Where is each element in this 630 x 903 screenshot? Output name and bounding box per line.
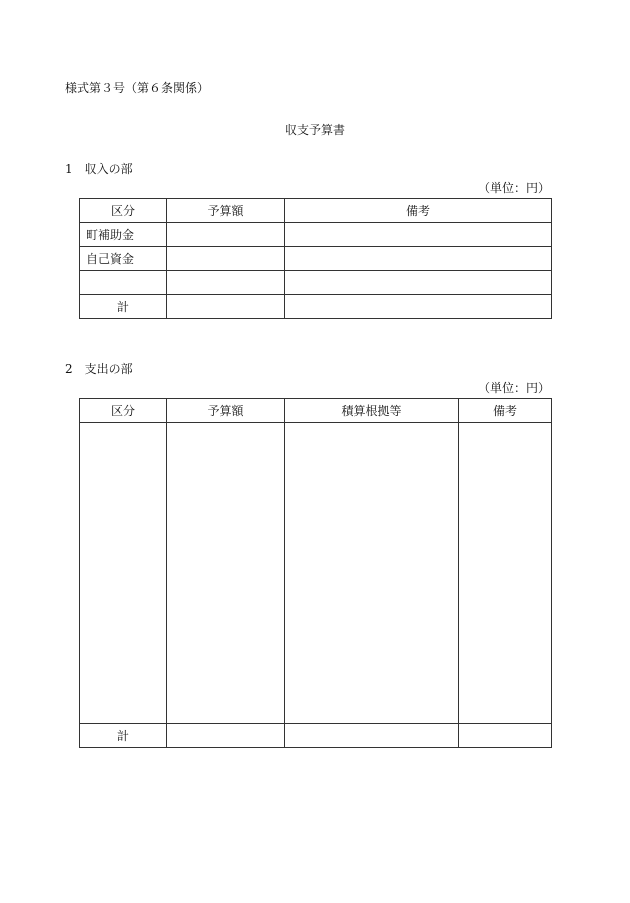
expense-header-remarks: 備考 xyxy=(459,399,552,423)
table-row xyxy=(80,223,552,247)
expense-budget-cell xyxy=(167,423,285,724)
expense-category-cell xyxy=(80,423,167,724)
income-total-row xyxy=(80,295,552,319)
expense-body-row xyxy=(80,423,552,724)
income-remarks-cell xyxy=(285,223,552,247)
expense-heading: 2 支出の部 xyxy=(65,362,133,376)
income-header-category: 区分 xyxy=(80,199,167,223)
income-budget-cell xyxy=(167,223,285,247)
income-category-cell xyxy=(80,271,167,295)
income-remarks-cell xyxy=(285,247,552,271)
income-category-cell: 自己資金 xyxy=(80,247,167,271)
expense-header-budget: 予算額 xyxy=(167,399,285,423)
income-header-budget: 予算額 xyxy=(167,199,285,223)
expense-header-row xyxy=(80,399,552,423)
document-title: 収支予算書 xyxy=(284,123,345,137)
expense-header-basis: 積算根拠等 xyxy=(285,399,459,423)
income-unit: （単位：円） xyxy=(478,181,551,195)
expense-header-category: 区分 xyxy=(80,399,167,423)
income-budget-cell xyxy=(167,271,285,295)
expense-remarks-cell xyxy=(459,423,552,724)
expense-total-budget xyxy=(167,724,285,748)
income-budget-cell xyxy=(167,247,285,271)
income-table xyxy=(79,198,552,319)
income-total-budget xyxy=(167,295,285,319)
expense-total-basis xyxy=(285,724,459,748)
income-category-cell: 町補助金 xyxy=(80,223,167,247)
expense-total-remarks xyxy=(459,724,552,748)
expense-basis-cell xyxy=(285,423,459,724)
income-header-row xyxy=(80,199,552,223)
expense-total-row xyxy=(80,724,552,748)
expense-total-label: 計 xyxy=(80,724,167,748)
income-remarks-cell xyxy=(285,271,552,295)
form-label: 様式第３号（第６条関係） xyxy=(65,81,210,95)
income-total-label: 計 xyxy=(80,295,167,319)
table-row xyxy=(80,247,552,271)
income-header-remarks: 備考 xyxy=(285,199,552,223)
table-row xyxy=(80,271,552,295)
expense-unit: （単位：円） xyxy=(478,381,551,395)
expense-table xyxy=(79,398,552,748)
income-heading: 1 収入の部 xyxy=(65,162,133,176)
income-total-remarks xyxy=(285,295,552,319)
